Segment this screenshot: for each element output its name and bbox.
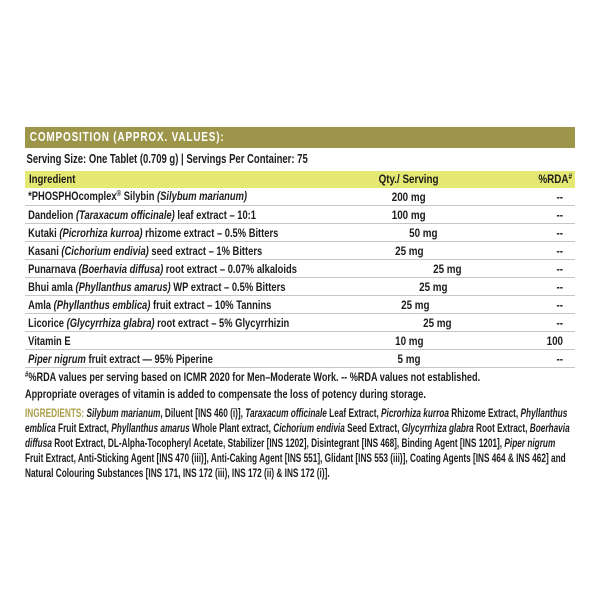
rda-cell: -- xyxy=(556,243,563,258)
ingredient-name-cell: *PHOSPHOcomplex® Silybin (Silybum marianum) xyxy=(28,188,248,203)
rda-cell: -- xyxy=(556,261,563,276)
serving-info-text: Serving Size: One Tablet (0.709 g) | Servings Per Container: 75 xyxy=(26,152,308,166)
table-row xyxy=(25,278,575,296)
qty-serving-cell: 10 mg xyxy=(394,333,424,348)
qty-serving-cell: 50 mg xyxy=(409,225,439,240)
rda-cell: -- xyxy=(556,351,563,366)
qty-serving-cell: 100 mg xyxy=(392,207,426,222)
table-row xyxy=(25,314,575,332)
serving-info-line xyxy=(25,151,575,168)
qty-serving-cell: 25 mg xyxy=(418,279,448,294)
rda-cell: -- xyxy=(556,225,563,240)
ingredient-name-cell: Kutaki (Picrorhiza kurroa) rhizome extract – 0.5% Bitters xyxy=(28,225,279,240)
rda-cell: -- xyxy=(556,279,563,294)
ingredient-name-cell: Dandelion (Taraxacum officinale) leaf extract – 10:1 xyxy=(28,207,256,222)
table-row xyxy=(25,224,575,242)
rda-cell: 100 xyxy=(546,333,563,348)
rda-cell: -- xyxy=(556,189,563,204)
qty-serving-cell: 25 mg xyxy=(423,315,453,330)
qty-serving-cell: 25 mg xyxy=(400,297,430,312)
table-row xyxy=(25,332,575,350)
ingredients-paragraph xyxy=(25,406,575,481)
qty-serving-cell: 25 mg xyxy=(433,261,462,276)
ingredients-label: INGREDIENTS: xyxy=(25,406,87,420)
ingredient-name-cell: Licorice (Glycyrrhiza glabra) root extract – 5% Glycyrrhizin xyxy=(28,315,290,330)
table-row xyxy=(25,242,575,260)
qty-serving-cell: 200 mg xyxy=(392,189,426,204)
footnote-overage: Appropriate overages of vitamin is added to compensate the loss of potency during storage. xyxy=(25,387,426,401)
ingredient-name-cell: Vitamin E xyxy=(28,333,71,348)
composition-title: COMPOSITION (APPROX. VALUES): xyxy=(29,130,225,144)
ingredient-name-cell: Kasani (Cichorium endivia) seed extract – 1% Bitters xyxy=(28,243,263,258)
rda-cell: -- xyxy=(556,207,563,222)
composition-panel xyxy=(25,127,575,481)
footnote-rda: #%RDA values per serving based on ICMR 2020 for Men–Moderate Work. -- %RDA values not established. xyxy=(25,370,481,384)
rda-cell: -- xyxy=(556,315,563,330)
table-row xyxy=(25,260,575,278)
composition-header-bar xyxy=(25,127,575,148)
table-row xyxy=(25,296,575,314)
column-header-ingredient: Ingredient xyxy=(29,172,76,186)
ingredient-name-cell: Piper nigrum fruit extract — 95% Piperine xyxy=(28,351,213,366)
ingredient-name-cell: Punarnava (Boerhavia diffusa) root extract – 0.07% alkaloids xyxy=(28,261,297,276)
ingredients-list: Silybum marianum, Diluent [INS 460 (i)], Taraxacum officinale Leaf Extract, Picrorhiza kurroa Rhizome Extract, Phyllanthus emblica Fruit Extract, Phyllanthus amarus Whole Plant extract, Cichorium endivia Seed Extract, Glycyrrhiza glabra Root Extract, Boerhavia diffusa Root Extract, DL-Alpha-Tocopheryl Acetate, Stabilizer [INS 1202], Disintegrant [INS 468], Binding Agent [INS 1201], Piper nigrum Fruit Extract, Anti-Sticking Agent [INS 470 (iii)], Anti-Caking Agent [INS 551], Glidant [INS 553 (iii)], Coating Agents [INS 464 & INS 462] and Natural Colouring Substances [INS 171, INS 172 (iii), INS 172 (ii) & INS 172 (i)]. xyxy=(25,406,570,480)
qty-serving-cell: 25 mg xyxy=(394,243,424,258)
table-row xyxy=(25,350,575,368)
rda-cell: -- xyxy=(556,297,563,312)
table-row xyxy=(25,188,575,206)
column-header-qty-serving: Qty./ Serving xyxy=(379,172,439,186)
column-header-rda: %RDA# xyxy=(538,172,572,186)
table-row xyxy=(25,206,575,224)
table-header-row xyxy=(25,171,575,188)
ingredient-name-cell: Amla (Phyllanthus emblica) fruit extract – 10% Tannins xyxy=(28,297,272,312)
qty-serving-cell: 5 mg xyxy=(397,351,421,366)
ingredient-name-cell: Bhui amla (Phyllanthus amarus) WP extract – 0.5% Bitters xyxy=(28,279,286,294)
ingredient-rows xyxy=(25,188,575,368)
